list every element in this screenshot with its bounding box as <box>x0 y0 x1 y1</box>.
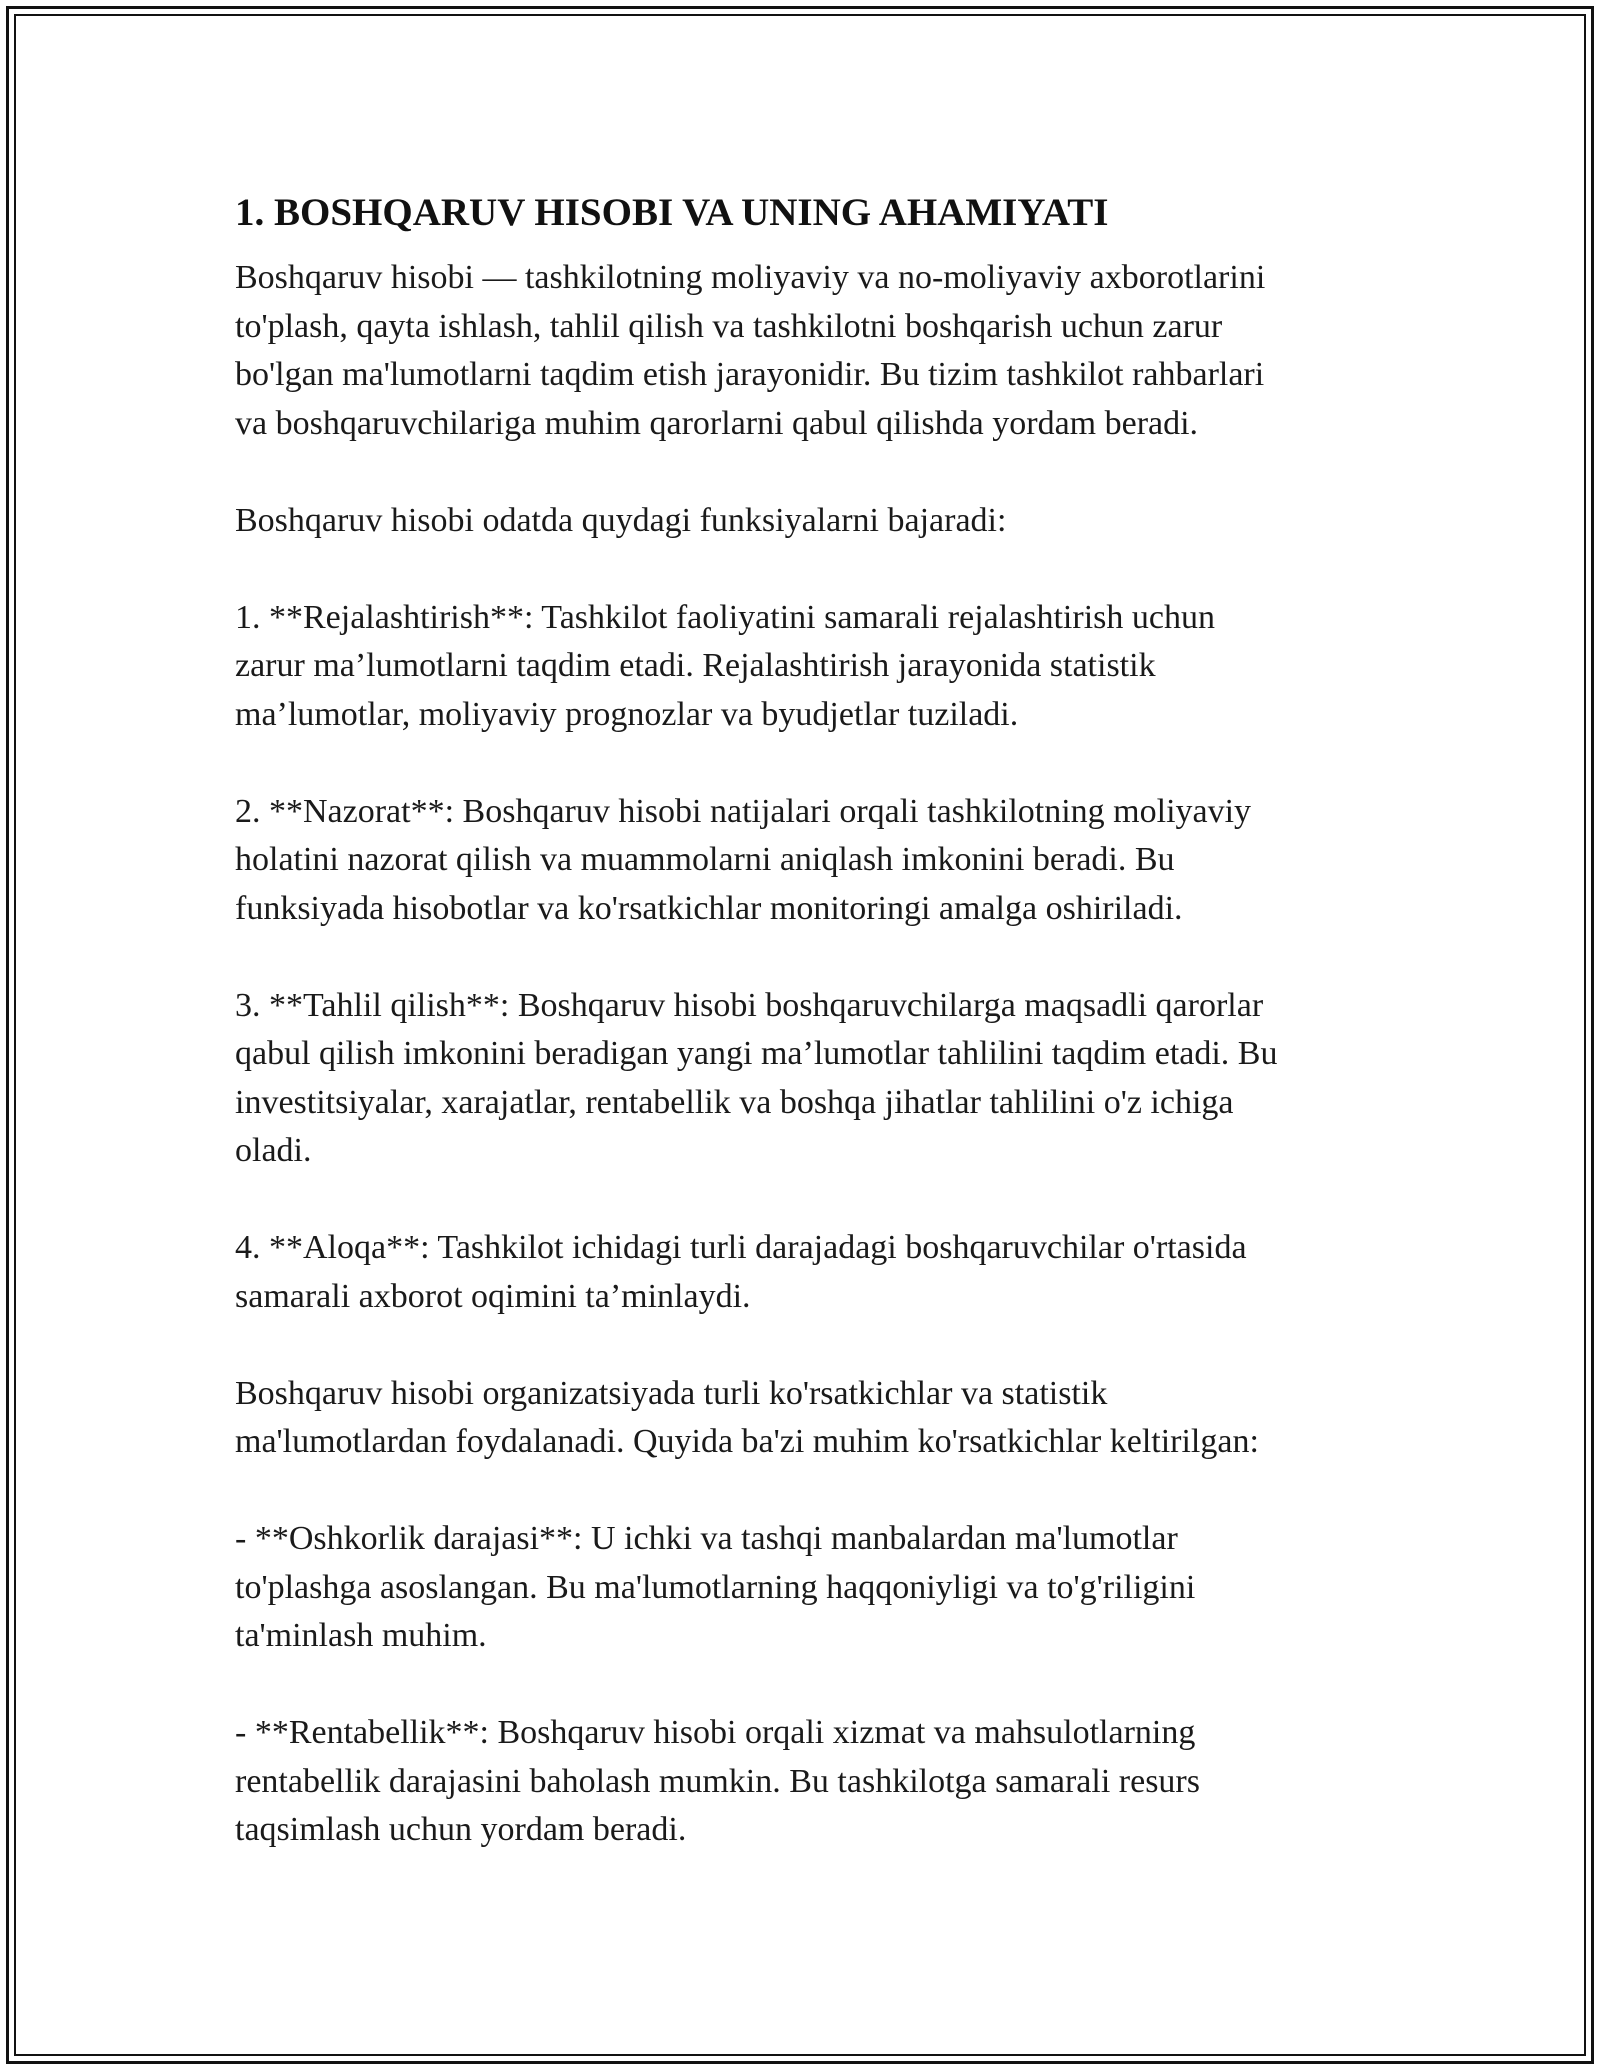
paragraph-list <box>235 254 1365 1855</box>
text-line: ma'lumotlardan foydalanadi. Quyida ba'zi muhim ko'rsatkichlar keltirilgan: <box>235 1423 1259 1460</box>
text-line: funksiyada hisobotlar va ko'rsatkichlar monitoringi amalga oshiriladi. <box>235 889 1183 927</box>
paragraph <box>235 1515 1365 1661</box>
text-line: investitsiyalar, xarajatlar, rentabellik va boshqa jihatlar tahlilini o'z ichiga <box>235 1083 1234 1121</box>
text-line: taqsimlash uchun yordam beradi. <box>235 1811 687 1848</box>
document-body <box>235 188 1365 1903</box>
text-line: to'plashga asoslangan. Bu ma'lumotlarning haqqoniyligi va to'g'riligini <box>235 1568 1196 1606</box>
text-line: oladi. <box>235 1132 312 1169</box>
paragraph <box>235 254 1365 448</box>
text-line: rentabellik darajasini baholash mumkin. Bu tashkilotga samarali resurs <box>235 1762 1200 1800</box>
text-line: qabul qilish imkonini beradigan yangi ma’lumotlar tahlilini taqdim etadi. Bu <box>235 1035 1278 1072</box>
text-line: ma’lumotlar, moliyaviy prognozlar va byudjetlar tuziladi. <box>235 695 1019 733</box>
text-line: zarur ma’lumotlarni taqdim etadi. Rejalashtirish jarayonida statistik <box>235 647 1156 684</box>
text-line: 3. **Tahlil qilish**: Boshqaruv hisobi boshqaruvchilarga maqsadli qarorlar <box>235 986 1264 1024</box>
text-line: samarali axborot oqimini ta’minlaydi. <box>235 1277 751 1315</box>
paragraph <box>235 1224 1365 1321</box>
text-line: Boshqaruv hisobi odatda quydagi funksiyalarni bajaradi: <box>235 501 1007 539</box>
paragraph <box>235 497 1365 546</box>
text-line: va boshqaruvchilariga muhim qarorlarni qabul qilishda yordam beradi. <box>235 404 1199 442</box>
text-line: 2. **Nazorat**: Boshqaruv hisobi natijalari orqali tashkilotning moliyaviy <box>235 792 1252 830</box>
text-line: holatini nazorat qilish va muammolarni aniqlash imkonini beradi. Bu <box>235 841 1175 878</box>
text-line: 4. **Aloqa**: Tashkilot ichidagi turli darajadagi boshqaruvchilar o'rtasida <box>235 1229 1247 1266</box>
text-line: to'plash, qayta ishlash, tahlil qilish va tashkilotni boshqarish uchun zarur <box>235 307 1223 345</box>
text-line: - **Rentabellik**: Boshqaruv hisobi orqali xizmat va mahsulotlarning <box>235 1714 1196 1751</box>
text-line: Boshqaruv hisobi — tashkilotning moliyaviy va no-moliyaviy axborotlarini <box>235 259 1266 296</box>
paragraph <box>235 788 1365 934</box>
paragraph <box>235 982 1365 1176</box>
text-line: - **Oshkorlik darajasi**: U ichki va tashqi manbalardan ma'lumotlar <box>235 1520 1178 1557</box>
paragraph <box>235 594 1365 740</box>
paragraph <box>235 1709 1365 1855</box>
document-title: 1. BOSHQARUV HISOBI VA UNING AHAMIYATI <box>235 191 1109 234</box>
text-line: 1. **Rejalashtirish**: Tashkilot faoliyatini samarali rejalashtirish uchun <box>235 598 1215 636</box>
text-line: Boshqaruv hisobi organizatsiyada turli ko'rsatkichlar va statistik <box>235 1374 1108 1412</box>
text-line: bo'lgan ma'lumotlarni taqdim etish jarayonidir. Bu tizim tashkilot rahbarlari <box>235 356 1265 393</box>
paragraph <box>235 1370 1365 1467</box>
text-line: ta'minlash muhim. <box>235 1617 487 1654</box>
